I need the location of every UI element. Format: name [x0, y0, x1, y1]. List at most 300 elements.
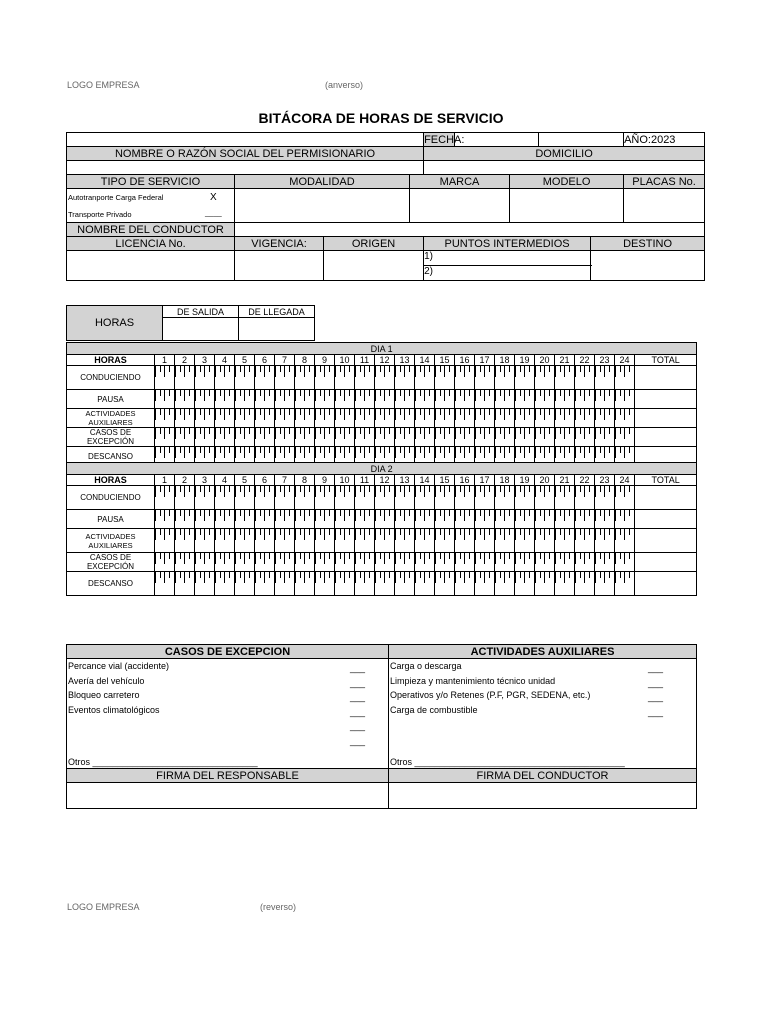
hour-cell[interactable] — [435, 510, 455, 529]
hour-cell[interactable] — [575, 409, 595, 428]
hour-cell[interactable] — [575, 390, 595, 409]
hour-header: 22 — [575, 355, 595, 366]
hour-cell[interactable] — [435, 572, 455, 596]
hour-cell[interactable] — [395, 510, 415, 529]
hour-cell[interactable] — [195, 366, 215, 390]
hour-cell[interactable] — [455, 366, 475, 390]
hour-cell[interactable] — [155, 572, 175, 596]
hour-cell[interactable] — [315, 366, 335, 390]
tick-mark — [629, 428, 630, 434]
row-total[interactable] — [635, 428, 697, 447]
hour-cell[interactable] — [375, 510, 395, 529]
row-total[interactable] — [635, 572, 697, 596]
tick-mark — [395, 390, 396, 401]
hour-cell[interactable] — [575, 510, 595, 529]
hour-cell[interactable] — [215, 529, 235, 553]
hour-cell[interactable] — [235, 510, 255, 529]
hour-cell[interactable] — [595, 366, 615, 390]
hour-cell[interactable] — [395, 390, 415, 409]
hour-cell[interactable] — [615, 390, 635, 409]
hour-cell[interactable] — [355, 510, 375, 529]
hour-cell[interactable] — [495, 366, 515, 390]
hour-cell[interactable] — [555, 553, 575, 572]
hour-cell[interactable] — [555, 390, 575, 409]
hour-cell[interactable] — [535, 510, 555, 529]
hour-cell[interactable] — [255, 428, 275, 447]
hour-cell[interactable] — [595, 572, 615, 596]
row-total[interactable] — [635, 366, 697, 390]
nombre-permisionario-field[interactable] — [67, 161, 424, 175]
hour-cell[interactable] — [235, 390, 255, 409]
hour-cell[interactable] — [495, 486, 515, 510]
hour-cell[interactable] — [495, 529, 515, 553]
hour-cell[interactable] — [355, 486, 375, 510]
hour-cell[interactable] — [215, 366, 235, 390]
tick-mark — [415, 447, 416, 458]
tick-mark — [215, 366, 216, 377]
hour-cell[interactable] — [155, 390, 175, 409]
row-total[interactable] — [635, 390, 697, 409]
hour-cell[interactable] — [315, 409, 335, 428]
hour-cell[interactable] — [435, 486, 455, 510]
hour-cell[interactable] — [595, 428, 615, 447]
hour-cell[interactable] — [515, 428, 535, 447]
hour-cell[interactable] — [195, 428, 215, 447]
excepcion-blank[interactable]: ___ — [350, 735, 366, 746]
hour-cell[interactable] — [295, 572, 315, 596]
tick-mark — [515, 447, 516, 458]
hour-cell[interactable] — [215, 486, 235, 510]
hour-cell[interactable] — [295, 486, 315, 510]
hour-cell[interactable] — [475, 553, 495, 572]
hour-cell[interactable] — [215, 390, 235, 409]
hour-cell[interactable] — [275, 409, 295, 428]
tick-mark — [489, 428, 490, 434]
punto-1[interactable]: 1) — [424, 251, 592, 266]
hour-cell[interactable] — [195, 390, 215, 409]
marca-field[interactable] — [410, 189, 510, 223]
tick-mark — [340, 428, 341, 434]
excepcion-otros[interactable]: Otros _________________________________ — [68, 757, 258, 767]
tick-mark — [264, 553, 265, 564]
hour-cell[interactable] — [615, 572, 635, 596]
casos-excepcion-title: CASOS DE EXCEPCION — [67, 645, 389, 659]
hour-cell[interactable] — [615, 553, 635, 572]
hour-cell[interactable] — [375, 366, 395, 390]
hour-cell[interactable] — [315, 428, 335, 447]
tick-mark — [295, 572, 296, 583]
hour-cell[interactable] — [475, 510, 495, 529]
hour-cell[interactable] — [155, 366, 175, 390]
tick-mark — [535, 366, 536, 377]
hour-cell[interactable] — [515, 529, 535, 553]
firma-conductor-field[interactable] — [389, 783, 697, 809]
hour-cell[interactable] — [315, 572, 335, 596]
hour-cell[interactable] — [595, 486, 615, 510]
hour-cell[interactable] — [155, 510, 175, 529]
hour-cell[interactable] — [515, 486, 535, 510]
hour-cell[interactable] — [555, 428, 575, 447]
hour-cell[interactable] — [475, 366, 495, 390]
hour-cell[interactable] — [295, 390, 315, 409]
hour-cell[interactable] — [315, 390, 335, 409]
hour-cell[interactable] — [355, 409, 375, 428]
hour-cell[interactable] — [535, 428, 555, 447]
hour-cell[interactable] — [175, 572, 195, 596]
hour-cell[interactable] — [335, 486, 355, 510]
excepcion-blank[interactable]: ___ — [350, 677, 366, 688]
hour-cell[interactable] — [475, 572, 495, 596]
hour-cell[interactable] — [535, 409, 555, 428]
hour-cell[interactable] — [175, 390, 195, 409]
hour-cell[interactable] — [255, 486, 275, 510]
hour-cell[interactable] — [235, 366, 255, 390]
hour-cell[interactable] — [195, 486, 215, 510]
hour-cell[interactable] — [255, 572, 275, 596]
hour-cell[interactable] — [395, 486, 415, 510]
hour-cell[interactable] — [375, 428, 395, 447]
hour-cell[interactable] — [555, 529, 575, 553]
hour-cell[interactable] — [335, 572, 355, 596]
actividades-auxiliares-title: ACTIVIDADES AUXILIARES — [389, 645, 697, 659]
hour-cell[interactable] — [415, 529, 435, 553]
hour-cell[interactable] — [335, 428, 355, 447]
tick-mark — [184, 390, 185, 401]
placas-field[interactable] — [624, 189, 705, 223]
hour-cell[interactable] — [415, 409, 435, 428]
hour-cell[interactable] — [475, 529, 495, 553]
hour-cell[interactable] — [615, 486, 635, 510]
hour-cell[interactable] — [255, 529, 275, 553]
hour-cell[interactable] — [355, 428, 375, 447]
hour-cell[interactable] — [475, 409, 495, 428]
vigencia-field[interactable] — [235, 251, 324, 281]
hour-header: 19 — [515, 475, 535, 486]
hour-cell[interactable] — [575, 428, 595, 447]
hour-cell[interactable] — [315, 486, 335, 510]
transporte-privado-mark[interactable]: ____ — [205, 208, 222, 217]
modalidad-field[interactable] — [235, 189, 410, 223]
hour-cell[interactable] — [255, 510, 275, 529]
tick-mark — [164, 390, 165, 401]
hour-cell[interactable] — [375, 486, 395, 510]
hour-cell[interactable] — [375, 390, 395, 409]
hour-cell[interactable] — [575, 486, 595, 510]
hour-cell[interactable] — [555, 409, 575, 428]
hour-cell[interactable] — [215, 510, 235, 529]
hour-cell[interactable] — [355, 553, 375, 572]
hour-cell[interactable] — [575, 529, 595, 553]
hour-cell[interactable] — [455, 529, 475, 553]
hour-cell[interactable] — [275, 510, 295, 529]
hour-cell[interactable] — [555, 510, 575, 529]
tick-mark — [349, 553, 350, 559]
hour-cell[interactable] — [335, 366, 355, 390]
hour-cell[interactable] — [275, 486, 295, 510]
hour-cell[interactable] — [355, 366, 375, 390]
hour-cell[interactable] — [375, 409, 395, 428]
hour-cell[interactable] — [475, 390, 495, 409]
hour-cell[interactable] — [415, 553, 435, 572]
hour-cell[interactable] — [495, 390, 515, 409]
hour-cell[interactable] — [255, 409, 275, 428]
hour-cell[interactable] — [175, 428, 195, 447]
tick-mark — [215, 390, 216, 401]
hour-cell[interactable] — [475, 428, 495, 447]
tick-mark — [429, 553, 430, 559]
tick-mark — [455, 390, 456, 401]
hour-cell[interactable] — [175, 409, 195, 428]
licencia-field[interactable] — [67, 251, 235, 281]
hour-cell[interactable] — [615, 529, 635, 553]
hour-cell[interactable] — [435, 366, 455, 390]
tick-mark — [584, 486, 585, 497]
hour-cell[interactable] — [155, 553, 175, 572]
hour-cell[interactable] — [535, 366, 555, 390]
hour-cell[interactable] — [595, 529, 615, 553]
hour-cell[interactable] — [615, 428, 635, 447]
tick-mark — [509, 553, 510, 559]
hour-cell[interactable] — [575, 366, 595, 390]
hour-cell[interactable] — [535, 553, 555, 572]
hour-cell[interactable] — [495, 409, 515, 428]
hour-cell[interactable] — [595, 409, 615, 428]
hour-cell[interactable] — [435, 390, 455, 409]
hour-cell[interactable] — [455, 572, 475, 596]
hour-cell[interactable] — [155, 486, 175, 510]
hour-cell[interactable] — [355, 529, 375, 553]
tick-mark — [320, 510, 321, 516]
hour-cell[interactable] — [275, 529, 295, 553]
de-salida-field[interactable] — [163, 318, 239, 341]
hour-cell[interactable] — [195, 553, 215, 572]
hour-cell[interactable] — [275, 428, 295, 447]
hour-cell[interactable] — [395, 409, 415, 428]
hour-cell[interactable] — [175, 486, 195, 510]
hour-cell[interactable] — [435, 553, 455, 572]
hour-cell[interactable] — [235, 486, 255, 510]
hour-cell[interactable] — [295, 428, 315, 447]
hour-cell[interactable] — [435, 529, 455, 553]
hour-cell[interactable] — [515, 366, 535, 390]
hour-cell[interactable] — [375, 529, 395, 553]
hour-cell[interactable] — [415, 486, 435, 510]
excepcion-blank[interactable]: ___ — [350, 721, 366, 731]
hour-cell[interactable] — [175, 529, 195, 553]
tick-mark — [249, 529, 250, 535]
hour-cell[interactable] — [455, 510, 475, 529]
hour-cell[interactable] — [455, 390, 475, 409]
hour-cell[interactable] — [555, 572, 575, 596]
hour-cell[interactable] — [595, 390, 615, 409]
hour-cell[interactable] — [515, 409, 535, 428]
hour-cell[interactable] — [595, 553, 615, 572]
hour-cell[interactable] — [235, 529, 255, 553]
hour-cell[interactable] — [615, 409, 635, 428]
hour-cell[interactable] — [215, 572, 235, 596]
de-llegada-field[interactable] — [239, 318, 315, 341]
hour-cell[interactable] — [415, 428, 435, 447]
hour-cell[interactable] — [355, 572, 375, 596]
hour-cell[interactable] — [275, 553, 295, 572]
hour-cell[interactable] — [415, 572, 435, 596]
excepcion-blank[interactable]: ___ — [350, 692, 366, 702]
fecha-field[interactable] — [455, 133, 539, 147]
hour-cell[interactable] — [275, 366, 295, 390]
hour-cell[interactable] — [435, 428, 455, 447]
hour-cell[interactable] — [175, 553, 195, 572]
hour-cell[interactable] — [575, 572, 595, 596]
tick-mark — [155, 366, 156, 377]
tick-mark — [409, 390, 410, 396]
tick-mark — [415, 553, 416, 564]
hour-cell[interactable] — [515, 510, 535, 529]
excepcion-blank[interactable]: ___ — [350, 663, 366, 673]
hour-cell[interactable] — [175, 366, 195, 390]
firma-responsable-field[interactable] — [67, 783, 389, 809]
hour-cell[interactable] — [515, 553, 535, 572]
fecha-field-2[interactable] — [539, 133, 624, 147]
destino-field[interactable] — [591, 251, 705, 281]
row-total[interactable] — [635, 510, 697, 529]
excepcion-blank[interactable]: ___ — [350, 706, 366, 717]
hour-cell[interactable] — [155, 529, 175, 553]
hour-cell[interactable] — [255, 366, 275, 390]
hour-cell[interactable] — [315, 553, 335, 572]
hour-cell[interactable] — [535, 529, 555, 553]
hour-cell[interactable] — [475, 486, 495, 510]
row-total[interactable] — [635, 553, 697, 572]
row-total[interactable] — [635, 486, 697, 510]
hour-cell[interactable] — [275, 572, 295, 596]
tick-mark — [220, 428, 221, 434]
auxiliar-blank[interactable]: ___ — [648, 663, 664, 673]
auxiliar-blank[interactable]: ___ — [648, 692, 664, 702]
row-total[interactable] — [635, 409, 697, 428]
hour-cell[interactable] — [395, 572, 415, 596]
auto-carga-mark[interactable]: X — [210, 192, 217, 203]
hour-cell[interactable] — [315, 529, 335, 553]
hour-cell[interactable] — [395, 553, 415, 572]
hour-cell[interactable] — [215, 428, 235, 447]
tick-mark — [629, 572, 630, 578]
hour-cell[interactable] — [235, 572, 255, 596]
hour-cell[interactable] — [235, 553, 255, 572]
hour-cell[interactable] — [395, 428, 415, 447]
tick-mark — [560, 572, 561, 578]
hour-cell[interactable] — [155, 409, 175, 428]
hour-cell[interactable] — [195, 572, 215, 596]
tick-mark — [524, 486, 525, 497]
tick-mark — [589, 390, 590, 396]
domicilio-field[interactable] — [424, 161, 705, 175]
auxiliar-otros[interactable]: Otros __________________________________________ — [390, 757, 625, 767]
hour-cell[interactable] — [215, 409, 235, 428]
conductor-field[interactable] — [235, 223, 705, 237]
hour-cell[interactable] — [335, 510, 355, 529]
modelo-field[interactable] — [510, 189, 624, 223]
auxiliar-blank[interactable]: ___ — [648, 677, 664, 688]
hour-cell[interactable] — [615, 366, 635, 390]
hour-cell[interactable] — [335, 390, 355, 409]
tick-mark — [189, 390, 190, 396]
hour-cell[interactable] — [195, 409, 215, 428]
hour-cell[interactable] — [455, 553, 475, 572]
tick-mark — [549, 529, 550, 535]
hour-cell[interactable] — [555, 486, 575, 510]
hour-cell[interactable] — [595, 510, 615, 529]
punto-2[interactable]: 2) — [424, 266, 592, 281]
hour-cell[interactable] — [175, 510, 195, 529]
hour-cell[interactable] — [415, 510, 435, 529]
tick-mark — [275, 428, 276, 439]
hour-cell[interactable] — [255, 553, 275, 572]
hour-cell[interactable] — [235, 409, 255, 428]
hour-cell[interactable] — [355, 390, 375, 409]
hour-cell[interactable] — [335, 529, 355, 553]
hour-cell[interactable] — [275, 390, 295, 409]
hour-cell[interactable] — [535, 572, 555, 596]
hour-cell[interactable] — [395, 366, 415, 390]
hour-cell[interactable] — [195, 510, 215, 529]
hour-cell[interactable] — [415, 366, 435, 390]
hour-cell[interactable] — [515, 390, 535, 409]
hour-cell[interactable] — [455, 409, 475, 428]
hour-cell[interactable] — [155, 428, 175, 447]
hour-cell[interactable] — [515, 572, 535, 596]
tick-mark — [549, 553, 550, 559]
tick-mark — [360, 409, 361, 415]
hour-cell[interactable] — [375, 572, 395, 596]
hour-cell[interactable] — [295, 366, 315, 390]
hour-cell[interactable] — [435, 409, 455, 428]
hour-cell[interactable] — [315, 510, 335, 529]
hour-cell[interactable] — [395, 529, 415, 553]
hour-cell[interactable] — [195, 529, 215, 553]
hour-cell[interactable] — [295, 529, 315, 553]
hour-cell[interactable] — [455, 486, 475, 510]
hour-cell[interactable] — [495, 428, 515, 447]
hour-cell[interactable] — [335, 409, 355, 428]
hour-cell[interactable] — [535, 486, 555, 510]
auxiliar-blank[interactable]: ___ — [648, 706, 664, 717]
hour-cell[interactable] — [415, 390, 435, 409]
tick-mark — [620, 572, 621, 578]
hour-cell[interactable] — [535, 390, 555, 409]
hour-cell[interactable] — [295, 510, 315, 529]
hour-cell[interactable] — [335, 553, 355, 572]
hour-cell[interactable] — [575, 553, 595, 572]
hour-cell[interactable] — [295, 553, 315, 572]
hour-cell[interactable] — [455, 428, 475, 447]
hour-cell[interactable] — [495, 553, 515, 572]
hour-cell[interactable] — [615, 510, 635, 529]
tick-mark — [220, 409, 221, 415]
hour-cell[interactable] — [235, 428, 255, 447]
hour-cell[interactable] — [555, 366, 575, 390]
puntos-intermedios-field[interactable] — [424, 251, 591, 281]
hour-cell[interactable] — [215, 553, 235, 572]
hour-cell[interactable] — [255, 390, 275, 409]
hour-cell[interactable] — [495, 572, 515, 596]
domicilio-label: DOMICILIO — [424, 147, 705, 161]
hour-cell[interactable] — [495, 510, 515, 529]
hour-cell[interactable] — [375, 553, 395, 572]
row-total[interactable] — [635, 529, 697, 553]
origen-field[interactable] — [324, 251, 424, 281]
tick-mark — [309, 409, 310, 415]
hour-cell[interactable] — [295, 409, 315, 428]
